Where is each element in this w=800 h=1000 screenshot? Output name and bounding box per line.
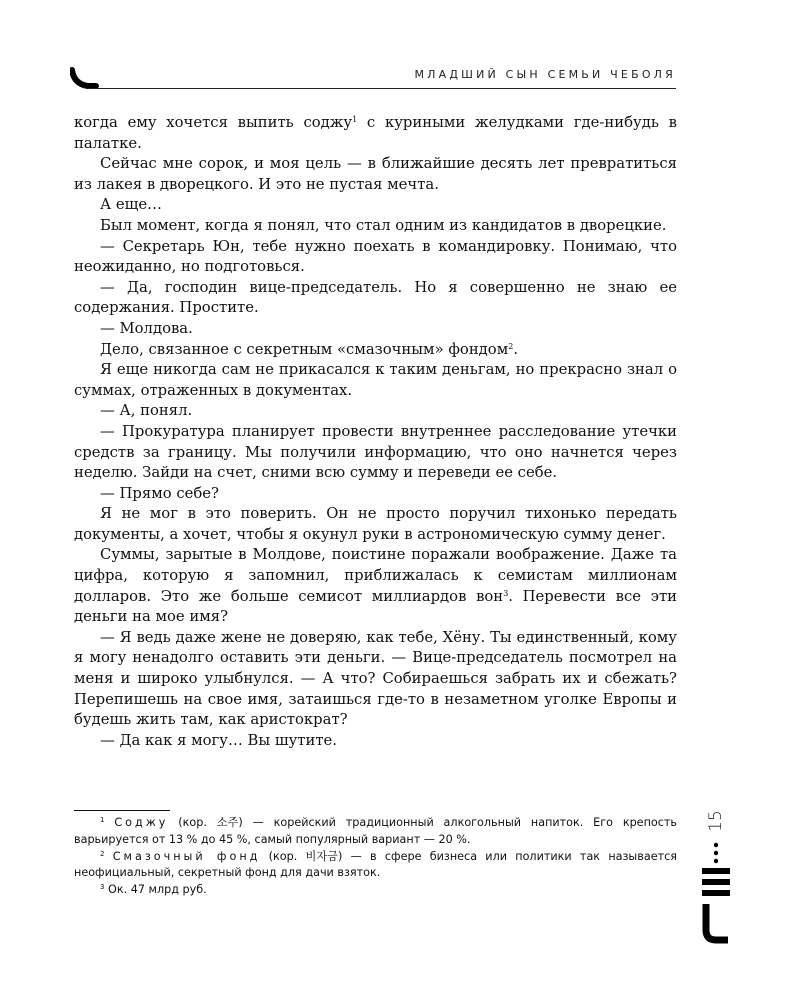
page-number: 15	[706, 810, 726, 832]
paragraph: — Прямо себе?	[100, 484, 219, 502]
paragraph: — А, понял.	[100, 402, 193, 420]
paragraph: Дело, связанное с секретным «смазочным» фондом$^2$.	[100, 340, 519, 358]
paragraph: Я еще никогда сам не прикасался к таким деньгам, но прекрасно знал о суммах, отраженных в документах.	[74, 361, 677, 399]
page-ornament	[696, 780, 736, 950]
footnote-term: Соджу	[114, 816, 169, 829]
paragraph: когда ему хочется выпить соджу$^1$ с куриными желудками где-нибудь в палатке.	[74, 114, 677, 152]
paragraph: — Да, господин вице-председатель. Но я совершенно не знаю ее содержания. Простите.	[74, 278, 677, 317]
paragraph: — Я ведь даже жене не доверяю, как тебе, Хёну. Ты единственный, кому я могу ненадолго оставить эти деньги. — Вице-председатель посмотрел на меня и широко улыбнулся. — А что? Собираешься забрать их и сбежать? Перепишешь на свое имя, затаишься где-то в незаметном уголке Европы и будешь жить там, как аристократ?	[74, 628, 677, 729]
paragraph: Я не мог в это поверить. Он не просто поручил тихонько передать документы, а хочет, чтобы я окунул руки в астрономическую сумму денег.	[74, 505, 677, 543]
header-swoosh-ornament	[70, 66, 100, 96]
paragraph: А еще…	[100, 196, 162, 214]
footnote: $^1$ Соджу (кор. 소주) — корейский традиционный алкогольный напиток. Его крепость варьируется от 13 % до 45 %, самый популярный вариант — 20 %.	[74, 816, 677, 846]
paragraph: — Прокуратура планирует провести внутреннее расследование утечки средств за границу. Мы получили информацию, что оно начнется через неделю. Зайди на счет, сними всю сумму и переведи ее себе.	[74, 422, 677, 482]
header-rule	[88, 88, 676, 89]
footnote: $^3$ Ок. 47 млрд руб.	[100, 883, 207, 897]
footnotes	[74, 815, 677, 899]
footnote-ref[interactable]: 3	[503, 588, 509, 598]
paragraph: — Секретарь Юн, тебе нужно поехать в командировку. Понимаю, что неожиданно, но подготовься.	[74, 237, 677, 276]
footnote-ref[interactable]: 1	[352, 115, 358, 124]
paragraph: Сейчас мне сорок, и моя цель — в ближайшие десять лет превратиться из лакея в дворецкого. И это не пустая мечта.	[74, 155, 677, 193]
footnote-term: Смазочный фонд	[112, 849, 261, 863]
footnote: $^2$ Смазочный фонд (кор. 비자금) — в сфере бизнеса или политики так называется неофициальный, секретный фонд для дачи взяток.	[74, 849, 677, 880]
footnote-rule	[74, 810, 170, 811]
paragraph: — Да как я могу… Вы шутите.	[100, 731, 338, 749]
paragraph: Суммы, зарытые в Молдове, поистине поражали воображение. Даже та цифра, которую я запомнил, приближалась к семистам миллионам долларов. Это же больше семисот миллиардов вон$^3$. Перевести все эти деньги на мое имя?	[74, 546, 677, 626]
paragraph: — Молдова.	[100, 319, 193, 337]
main-text	[74, 113, 677, 751]
footnote-ref[interactable]: 2	[508, 341, 514, 351]
running-title: МЛАДШИЙ СЫН СЕМЬИ ЧЕБОЛЯ	[414, 68, 676, 81]
paragraph: Был момент, когда я понял, что стал одним из кандидатов в дворецкие.	[100, 216, 667, 234]
